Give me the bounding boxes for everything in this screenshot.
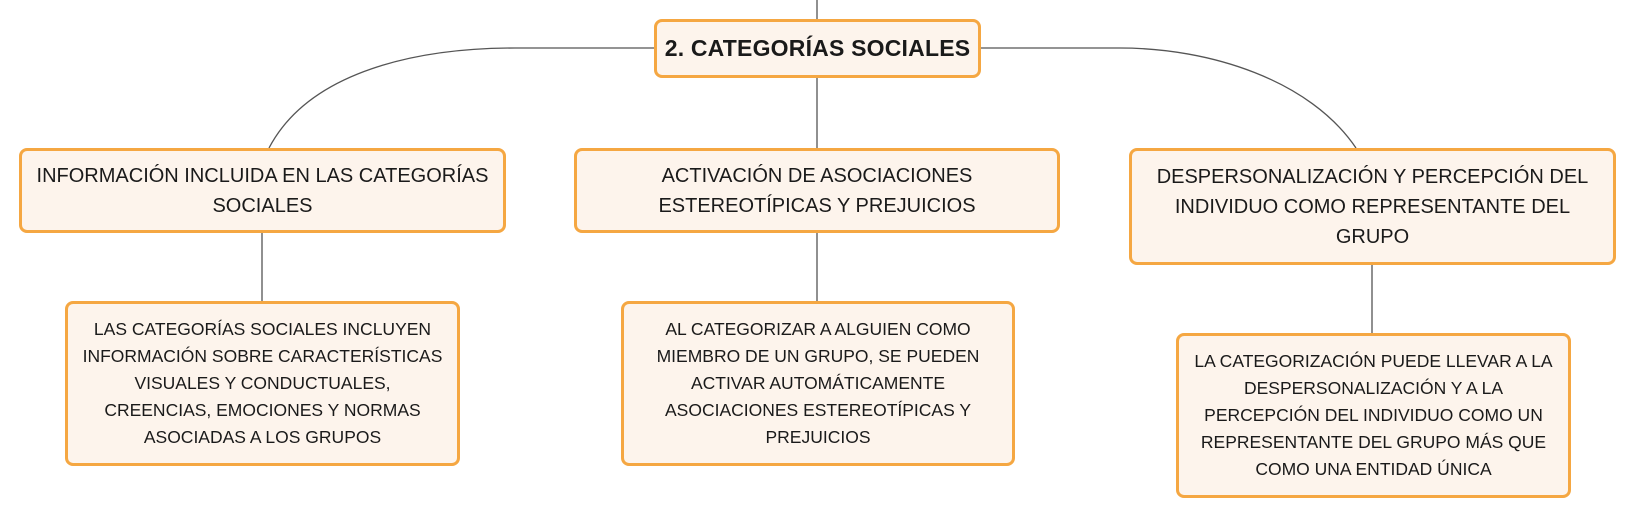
detail-text: LAS CATEGORÍAS SOCIALES INCLUYEN INFORMACIÓN SOBRE CARACTERÍSTICAS VISUALES Y CONDUCTUALES, CREENCIAS, EMOCIONES Y NORMAS ASOCIADAS A LOS GRUPOS bbox=[82, 319, 443, 447]
branch-label: INFORMACIÓN INCLUIDA EN LAS CATEGORÍAS SOCIALES bbox=[36, 164, 489, 217]
detail-node-activation[interactable] bbox=[621, 301, 1015, 466]
detail-node-depersonalization[interactable] bbox=[1176, 333, 1571, 498]
detail-node-information[interactable] bbox=[65, 301, 460, 466]
root-topic-node[interactable] bbox=[654, 19, 981, 78]
branch-node-information[interactable] bbox=[19, 148, 506, 233]
root-topic-label: 2. CATEGORÍAS SOCIALES bbox=[664, 35, 971, 61]
branch-node-depersonalization[interactable] bbox=[1129, 148, 1616, 265]
detail-text: AL CATEGORIZAR A ALGUIEN COMO MIEMBRO DE UN GRUPO, SE PUEDEN ACTIVAR AUTOMÁTICAMENTE ASOCIACIONES ESTEREOTÍPICAS Y PREJUICIOS bbox=[656, 319, 980, 447]
detail-text: LA CATEGORIZACIÓN PUEDE LLEVAR A LA DESPERSONALIZACIÓN Y A LA PERCEPCIÓN DEL INDIVIDUO COMO UN REPRESENTANTE DEL GRUPO MÁS QUE COMO UNA ENTIDAD ÚNICA bbox=[1194, 351, 1553, 479]
branch-node-activation[interactable] bbox=[574, 148, 1060, 233]
branch-label: DESPERSONALIZACIÓN Y PERCEPCIÓN DEL INDIVIDUO COMO REPRESENTANTE DEL GRUPO bbox=[1156, 165, 1589, 248]
connector-root-to-branch-3 bbox=[981, 48, 1356, 148]
connector-root-to-branch-1 bbox=[269, 48, 654, 148]
branch-label: ACTIVACIÓN DE ASOCIACIONES ESTEREOTÍPICAS Y PREJUICIOS bbox=[658, 164, 976, 217]
